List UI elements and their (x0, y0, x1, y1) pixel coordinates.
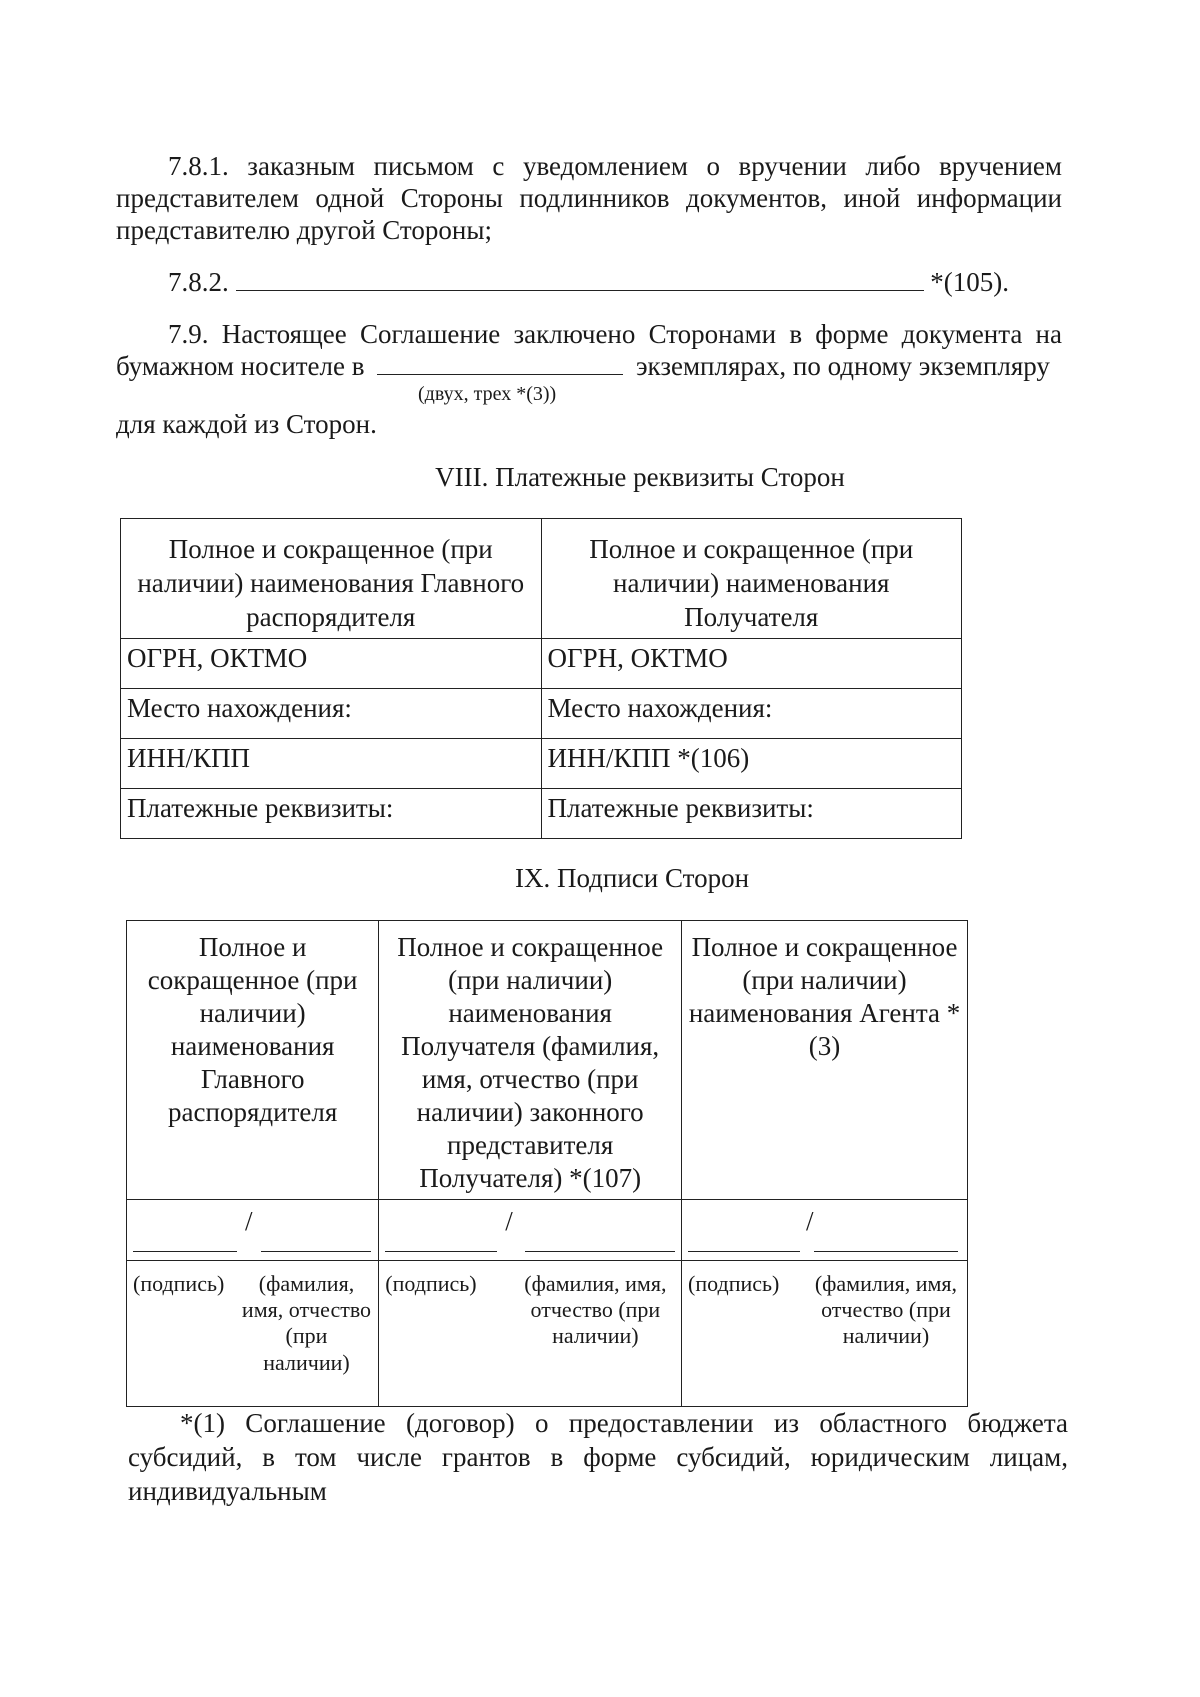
clause-7-8-1: 7.8.1. заказным письмом с уведомлением о вручении либо вручением представителем одной Стороны подлинников документов, иной информации представителю другой Стороны; (116, 151, 1062, 245)
sign-caption: (подпись) (385, 1270, 477, 1296)
clause-7-9-line2 (116, 350, 1062, 384)
signature-slash: / (505, 1205, 513, 1236)
requisites-cell: ОГРН, ОКТМО (121, 639, 542, 689)
requisites-cell: ИНН/КПП *(106) (541, 739, 962, 789)
signature-field-col1[interactable] (127, 1199, 379, 1260)
signatures-header-col3: Полное и сокращенное (при наличии) наименования Агента *(3) (682, 921, 968, 1200)
clause-7-9-text-a: бумажном носителе в (116, 351, 365, 381)
requisites-cell: Место нахождения: (541, 689, 962, 739)
signature-caption-col3 (682, 1260, 968, 1406)
section-8-title: VIII. Платежные реквизиты Сторон (435, 462, 845, 492)
signature-field-col2[interactable] (379, 1199, 682, 1260)
clause-7-9-text-b: экземплярах, по одному экземпляру (635, 351, 1050, 381)
signatures-header-col2: Полное и сокращенное (при наличии) наименования Получателя (фамилия, имя, отчество (при наличии) законного представителя Получателя) *(107) (379, 921, 682, 1200)
clause-7-8-2-ref: *(105). (930, 267, 1009, 297)
requisites-cell: ОГРН, ОКТМО (541, 639, 962, 689)
section-9-title: IX. Подписи Сторон (514, 863, 750, 893)
clause-7-8-2-number: 7.8.2. (168, 267, 229, 297)
signature-caption-col2 (379, 1260, 682, 1406)
requisites-cell: Платежные реквизиты: (541, 789, 962, 839)
sign-caption: (подпись) (688, 1270, 780, 1296)
signature-field-col3[interactable] (682, 1199, 968, 1260)
signature-slash: / (245, 1205, 253, 1236)
copies-count-hint: (двух, трех *(3)) (418, 383, 557, 405)
signatures-header-col1: Полное и сокращенное (при наличии) наименования Главного распорядителя (127, 921, 379, 1200)
requisites-cell: Платежные реквизиты: (121, 789, 542, 839)
sign-caption: (подпись) (133, 1270, 225, 1296)
clause-7-8-2-blank[interactable] (236, 268, 924, 291)
name-caption: (фамилия, имя, отчество (при наличии) (241, 1270, 372, 1375)
clause-7-8-2 (168, 266, 1068, 300)
requisites-header-left: Полное и сокращенное (при наличии) наименования Главного распорядителя (121, 519, 542, 639)
footnote-1: *(1) Соглашение (договор) о предоставлении из областного бюджета субсидий, в том числе грантов в форме субсидий, юридическим лицам, индивидуальным (128, 1408, 1068, 1506)
payment-requisites-table (120, 518, 962, 839)
requisites-header-right: Полное и сокращенное (при наличии) наименования Получателя (541, 519, 962, 639)
clause-7-9-line1: 7.9. Настоящее Соглашение заключено Сторонами в форме документа на (168, 319, 1062, 349)
name-caption: (фамилия, имя, отчество (при наличии) (524, 1270, 667, 1349)
requisites-cell: ИНН/КПП (121, 739, 542, 789)
name-caption: (фамилия, имя, отчество (при наличии) (814, 1270, 958, 1349)
clause-7-9-line3: для каждой из Сторон. (116, 409, 377, 439)
copies-count-blank[interactable] (377, 354, 623, 375)
signature-slash: / (806, 1205, 814, 1236)
signature-caption-col1 (127, 1260, 379, 1406)
requisites-cell: Место нахождения: (121, 689, 542, 739)
signatures-table (126, 920, 968, 1407)
